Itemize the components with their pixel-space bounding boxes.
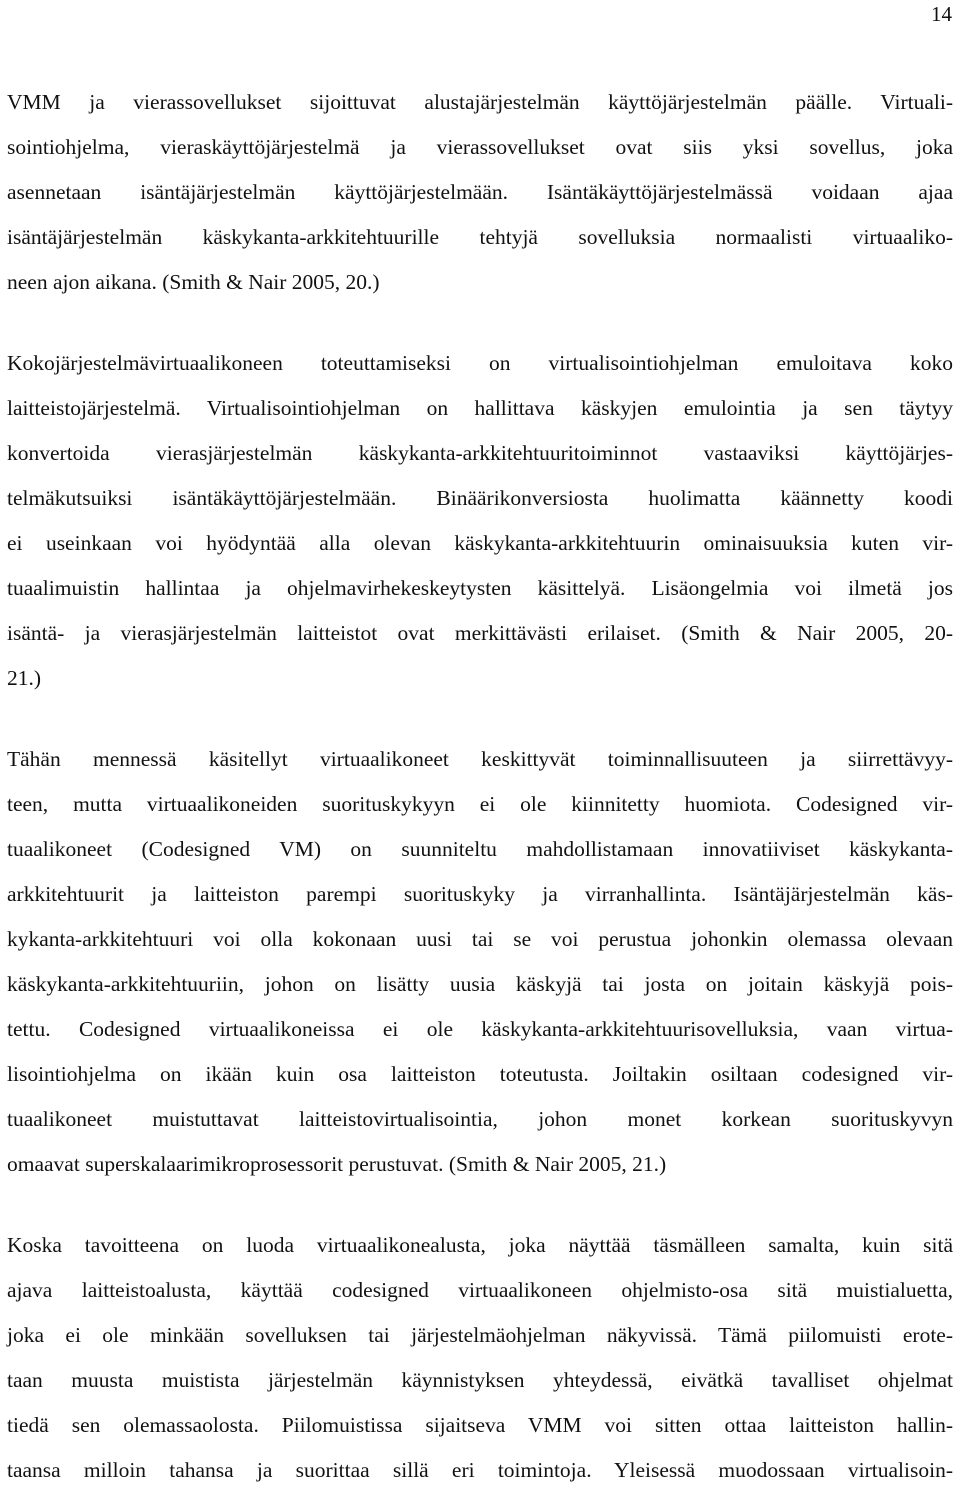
text-line: telmäkutsuiksi isäntäkäyttöjärjestelmään. Binäärikonversiosta huolimatta käännetty koodi bbox=[7, 486, 953, 510]
text-line: Tähän mennessä käsitellyt virtuaalikoneet keskittyvät toiminnallisuuteen ja siirrettävyy- bbox=[7, 747, 953, 771]
text-line: tuaalimuistin hallintaa ja ohjelmavirhekeskeytysten käsittelyä. Lisäongelmia voi ilmetä jos bbox=[7, 576, 953, 600]
text-line: taan muusta muistista järjestelmän käynnistyksen yhteydessä, eivätkä tavalliset ohjelmat bbox=[7, 1368, 953, 1392]
paragraph-spacer bbox=[7, 305, 953, 341]
text-line: isäntäjärjestelmän käskykanta-arkkitehtuurille tehtyjä sovelluksia normaalisti virtuaaliko- bbox=[7, 225, 953, 249]
text-line: tettu. Codesigned virtuaalikoneissa ei ole käskykanta-arkkitehtuurisovelluksia, vaan virtua- bbox=[7, 1017, 953, 1041]
text-line: VMM ja vierassovellukset sijoittuvat alustajärjestelmän käyttöjärjestelmän päälle. Virtuali- bbox=[7, 90, 953, 114]
text-line: tiedä sen olemassaolosta. Piilomuistissa sijaitseva VMM voi sitten ottaa laitteiston hallin- bbox=[7, 1413, 953, 1437]
paragraph-spacer bbox=[7, 1187, 953, 1223]
text-line: omaavat superskalaarimikroprosessorit perustuvat. (Smith & Nair 2005, 21.) bbox=[7, 1152, 667, 1176]
text-line: taansa milloin tahansa ja suorittaa sillä eri toimintoja. Yleisessä muodossaan virtualisoin- bbox=[7, 1458, 953, 1482]
text-line: tuaalikoneet (Codesigned VM) on suunniteltu mahdollistamaan innovatiiviset käskykanta- bbox=[7, 837, 953, 861]
text-line: Koska tavoitteena on luoda virtuaalikonealusta, joka näyttää täsmälleen samalta, kuin sitä bbox=[7, 1233, 953, 1257]
text-line: teen, mutta virtuaalikoneiden suorituskykyyn ei ole kiinnitetty huomiota. Codesigned vir- bbox=[7, 792, 953, 816]
text-line: tuaalikoneet muistuttavat laitteistovirtualisointia, johon monet korkean suorituskyvyn bbox=[7, 1107, 953, 1131]
text-line: isäntä- ja vierasjärjestelmän laitteistot ovat merkittävästi erilaiset. (Smith & Nair 2005, 20- bbox=[7, 621, 953, 645]
document-body bbox=[7, 80, 953, 1493]
page-number: 14 bbox=[931, 2, 952, 26]
text-line: asennetaan isäntäjärjestelmän käyttöjärjestelmään. Isäntäkäyttöjärjestelmässä voidaan ajaa bbox=[7, 180, 953, 204]
paragraph-spacer bbox=[7, 701, 953, 737]
paragraph bbox=[7, 737, 953, 1187]
paragraph bbox=[7, 80, 953, 305]
text-line: arkkitehtuurit ja laitteiston parempi suorituskyky ja virranhallinta. Isäntäjärjestelmän käs- bbox=[7, 882, 953, 906]
text-line: ajava laitteistoalusta, käyttää codesigned virtuaalikoneen ohjelmisto-osa sitä muistialuetta, bbox=[7, 1278, 953, 1302]
text-line: lisointiohjelma on ikään kuin osa laitteiston toteutusta. Joiltakin osiltaan codesigned vir- bbox=[7, 1062, 953, 1086]
text-line: kykanta-arkkitehtuuri voi olla kokonaan uusi tai se voi perustua johonkin olemassa olevaan bbox=[7, 927, 953, 951]
paragraph bbox=[7, 1223, 953, 1493]
text-line: 21.) bbox=[7, 666, 42, 690]
text-line: neen ajon aikana. (Smith & Nair 2005, 20.) bbox=[7, 270, 380, 294]
text-line: laitteistojärjestelmä. Virtualisointiohjelman on hallittava käskyjen emulointia ja sen täytyy bbox=[7, 396, 953, 420]
text-line: joka ei ole minkään sovelluksen tai järjestelmäohjelman näkyvissä. Tämä piilomuisti erote- bbox=[7, 1323, 953, 1347]
text-line: Kokojärjestelmävirtuaalikoneen toteuttamiseksi on virtualisointiohjelman emuloitava koko bbox=[7, 351, 953, 375]
text-line: ei useinkaan voi hyödyntää alla olevan käskykanta-arkkitehtuurin ominaisuuksia kuten vir- bbox=[7, 531, 953, 555]
text-line: konvertoida vierasjärjestelmän käskykanta-arkkitehtuuritoiminnot vastaaviksi käyttöjärjes- bbox=[7, 441, 953, 465]
text-line: käskykanta-arkkitehtuuriin, johon on lisätty uusia käskyjä tai josta on joitain käskyjä pois- bbox=[7, 972, 953, 996]
paragraph bbox=[7, 341, 953, 701]
text-line: sointiohjelma, vieraskäyttöjärjestelmä ja vierassovellukset ovat siis yksi sovellus, joka bbox=[7, 135, 953, 159]
